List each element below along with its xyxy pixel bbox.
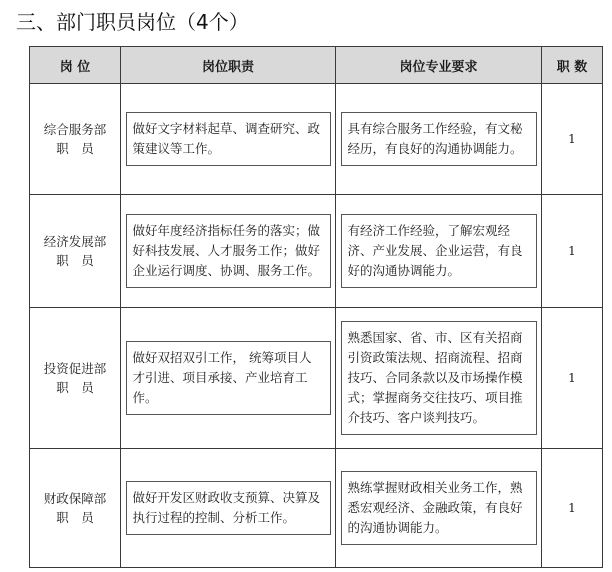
position-dept: 财政保障部 <box>43 491 107 506</box>
table-row <box>30 195 603 308</box>
position-cell <box>30 308 121 449</box>
count-cell: 1 <box>542 308 603 449</box>
count-cell: 1 <box>542 449 603 568</box>
header-count: 职 数 <box>542 47 603 84</box>
position-role: 职 员 <box>56 510 94 525</box>
requirements-cell <box>336 308 542 449</box>
table-row <box>30 308 603 449</box>
requirements-text: 具有综合服务工作经验，有文秘经历，有良好的沟通协调能力。 <box>341 112 537 166</box>
duties-text: 做好年度经济指标任务的落实；做好科技发展、人才服务工作；做好企业运行调度、协调、服务工作。 <box>126 214 331 288</box>
position-dept: 投资促进部 <box>43 361 107 376</box>
table-row <box>30 449 603 568</box>
header-requirements: 岗位专业要求 <box>336 47 542 84</box>
table-row <box>30 84 603 195</box>
position-role: 职 员 <box>56 253 94 268</box>
duties-text: 做好文字材料起草、调查研究、政策建议等工作。 <box>126 112 331 166</box>
position-role: 职 员 <box>56 141 94 156</box>
position-cell <box>30 84 121 195</box>
duties-text: 做好双招双引工作， 统筹项目人才引进、项目承接、产业培育工作。 <box>126 341 331 415</box>
duties-cell <box>121 308 336 449</box>
position-cell <box>30 195 121 308</box>
duties-cell <box>121 84 336 195</box>
duties-cell <box>121 449 336 568</box>
duties-cell <box>121 195 336 308</box>
requirements-text: 有经济工作经验，了解宏观经济、产业发展、企业运营，有良好的沟通协调能力。 <box>341 214 537 288</box>
duties-text: 做好开发区财政收支预算、决算及执行过程的控制、分析工作。 <box>126 481 331 535</box>
positions-table <box>29 46 603 568</box>
table-header-row <box>30 47 603 84</box>
count-cell: 1 <box>542 195 603 308</box>
requirements-cell <box>336 195 542 308</box>
position-dept: 经济发展部 <box>43 234 107 249</box>
requirements-cell <box>336 84 542 195</box>
position-dept: 综合服务部 <box>43 122 107 137</box>
section-title: 三、部门职员岗位（4个） <box>16 10 249 34</box>
position-role: 职 员 <box>56 380 94 395</box>
count-cell: 1 <box>542 84 603 195</box>
header-position: 岗 位 <box>30 47 121 84</box>
requirements-text: 熟练掌握财政相关业务工作，熟悉宏观经济、金融政策，有良好的沟通协调能力。 <box>341 471 537 545</box>
header-duties: 岗位职责 <box>121 47 336 84</box>
position-cell <box>30 449 121 568</box>
requirements-cell <box>336 449 542 568</box>
requirements-text: 熟悉国家、省、市、区有关招商引资政策法规、招商流程、招商技巧、合同条款以及市场操作模式；掌握商务交往技巧、项目推介技巧、客户谈判技巧。 <box>341 321 537 435</box>
